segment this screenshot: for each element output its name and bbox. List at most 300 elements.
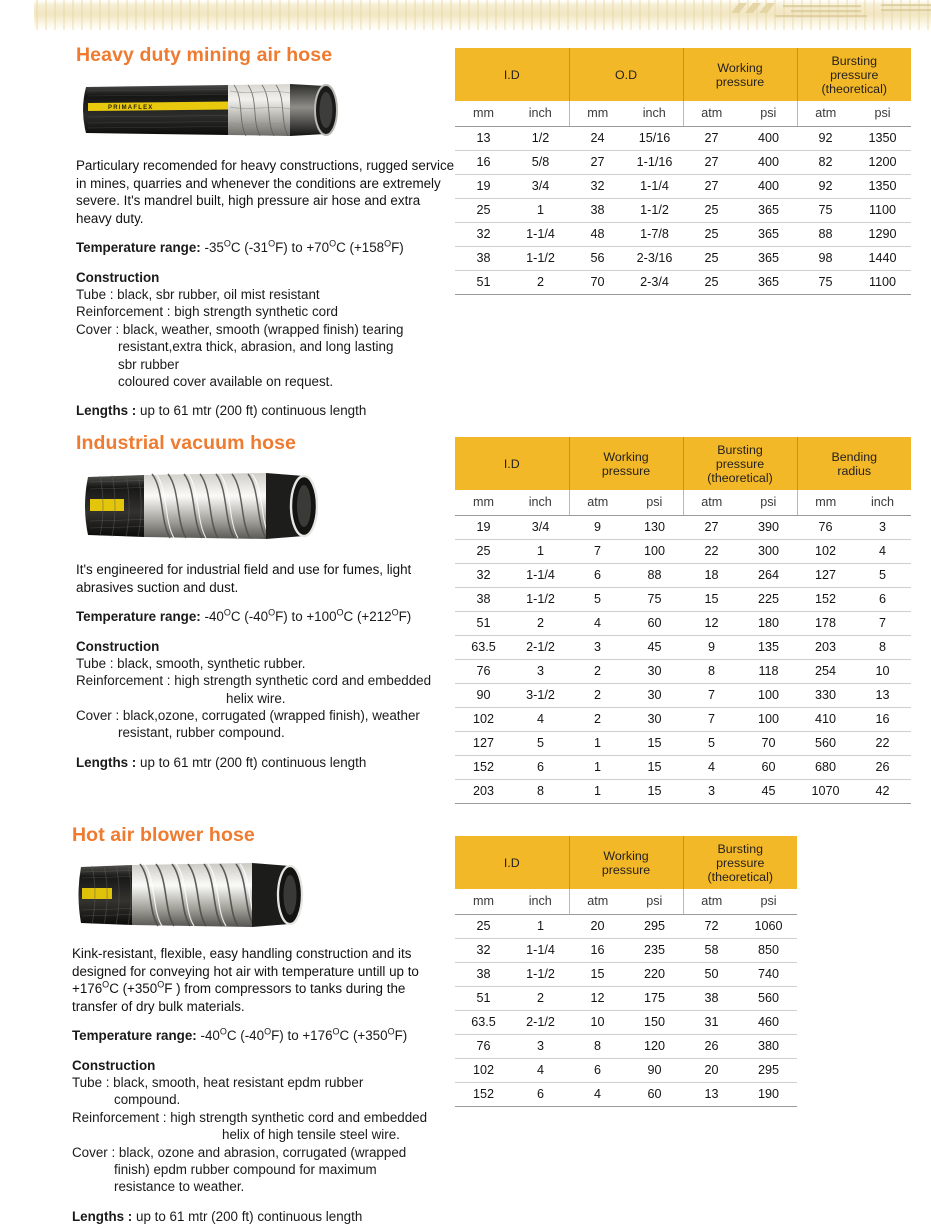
table-cell: 56 (569, 246, 626, 270)
column-group-header: Working pressure (569, 836, 683, 889)
column-group-header: Working pressure (569, 437, 683, 490)
table-row (455, 126, 911, 150)
table-cell: 18 (683, 563, 740, 587)
construction-label-vacuum: Construction (76, 638, 160, 654)
column-unit-header: psi (854, 101, 911, 126)
column-unit-header: inch (512, 101, 569, 126)
table-cell: 50 (683, 962, 740, 986)
table-cell: 60 (740, 755, 797, 779)
table-cell: 19 (455, 515, 512, 539)
table-cell: 19 (455, 174, 512, 198)
table-cell: 400 (740, 174, 797, 198)
table-cell: 3 (512, 1034, 569, 1058)
table-cell: 127 (455, 731, 512, 755)
tube-spec-vacuum: Tube : black, smooth, synthetic rubber. (76, 655, 306, 671)
table-cell: 22 (683, 539, 740, 563)
table-cell: 5/8 (512, 150, 569, 174)
table-cell: 1/2 (512, 126, 569, 150)
table-row (455, 1058, 797, 1082)
table-cell: 2 (569, 659, 626, 683)
table-row (455, 659, 911, 683)
lengths-value: up to 61 mtr (200 ft) continuous length (136, 1208, 363, 1224)
table-cell: 30 (626, 707, 683, 731)
table-cell: 6 (569, 563, 626, 587)
table-cell: 45 (740, 779, 797, 803)
table-body (455, 126, 911, 294)
table-group-header-row (455, 437, 911, 490)
table-cell: 30 (626, 683, 683, 707)
table-cell: 76 (797, 515, 854, 539)
table-cell: 15 (569, 962, 626, 986)
page-title-industrial-vacuum-hose: Industrial vacuum hose (76, 432, 297, 454)
table-row (455, 270, 911, 294)
table-row (455, 914, 797, 938)
table-cell: 25 (455, 539, 512, 563)
table-row (455, 150, 911, 174)
column-unit-header: atm (683, 101, 740, 126)
reinforcement-spec-mining: Reinforcement : bigh strength synthetic cord (76, 304, 338, 320)
table-cell: 6 (569, 1058, 626, 1082)
lengths-mining (76, 402, 456, 420)
table-row (455, 563, 911, 587)
temperature-value: $-40^OC$ $(-40^OF)$ to $+176^OC$ $(+350^OF)$ (200, 1026, 408, 1044)
table-cell: 264 (740, 563, 797, 587)
table-cell: 100 (740, 707, 797, 731)
table-cell: 400 (740, 126, 797, 150)
table-cell: 365 (740, 198, 797, 222)
column-unit-header: mm (569, 101, 626, 126)
table-cell: 25 (455, 914, 512, 938)
table-cell: 75 (797, 198, 854, 222)
table-cell: 225 (740, 587, 797, 611)
table-row (455, 635, 911, 659)
table-cell: 3 (683, 779, 740, 803)
temperature-range-hot-air (72, 1027, 452, 1045)
table-cell: 152 (455, 755, 512, 779)
table-cell: 16 (455, 150, 512, 174)
reinforcement-spec-vacuum-line2: helix wire. (226, 690, 286, 706)
table-cell: 1-1/2 (512, 246, 569, 270)
table-cell: 1-1/4 (512, 222, 569, 246)
column-unit-header: psi (626, 889, 683, 914)
table-cell: 4 (512, 707, 569, 731)
table-row (455, 707, 911, 731)
lengths-vacuum (76, 754, 456, 772)
table-head (455, 437, 911, 515)
table-cell: 22 (854, 731, 911, 755)
table-cell: 1 (512, 198, 569, 222)
table-cell: 365 (740, 222, 797, 246)
description-industrial-vacuum-hose: It's engineered for industrial field and use for fumes, light abrasives suction and dust. (76, 562, 412, 595)
table-cell: 2 (512, 270, 569, 294)
column-unit-header: psi (740, 490, 797, 515)
table-cell: 203 (455, 779, 512, 803)
table-cell: 3 (569, 635, 626, 659)
table-cell: 32 (569, 174, 626, 198)
lengths-label: Lengths : (76, 403, 137, 419)
column-group-header: O.D (569, 48, 683, 101)
table-cell: 26 (854, 755, 911, 779)
cover-spec-mining-line3: sbr rubber (118, 356, 180, 372)
table-row (455, 1010, 797, 1034)
table-cell: 27 (683, 126, 740, 150)
hose-image-industrial-vacuum-hose (82, 465, 456, 547)
table-cell: 32 (455, 938, 512, 962)
temperature-range-industrial-vacuum (76, 608, 456, 626)
table-cell: 90 (626, 1058, 683, 1082)
table-cell: 58 (683, 938, 740, 962)
table-cell: 72 (683, 914, 740, 938)
table-cell: 1070 (797, 779, 854, 803)
table-cell: 254 (797, 659, 854, 683)
lengths-label: Lengths : (72, 1208, 133, 1224)
table-cell: 3-1/2 (512, 683, 569, 707)
table-unit-header-row (455, 101, 911, 126)
column-unit-header: atm (683, 889, 740, 914)
page-title-hot-air-blower-hose: Hot air blower hose (72, 824, 255, 846)
table-cell: 560 (797, 731, 854, 755)
section-industrial-vacuum-hose (76, 432, 456, 771)
table-cell: 3/4 (512, 174, 569, 198)
table-cell: 1 (569, 779, 626, 803)
table-cell: 180 (740, 611, 797, 635)
table-cell: 25 (683, 246, 740, 270)
cover-spec-hot-air: Cover : black, ozone and abrasion, corrugated (wrapped (72, 1144, 407, 1160)
table-cell: 1100 (854, 270, 911, 294)
table-cell: 380 (740, 1034, 797, 1058)
table-unit-header-row (455, 889, 797, 914)
table-cell: 32 (455, 222, 512, 246)
table-cell: 6 (854, 587, 911, 611)
table-cell: 63.5 (455, 635, 512, 659)
table-cell: 12 (569, 986, 626, 1010)
column-unit-header: inch (854, 490, 911, 515)
lengths-value: up to 61 mtr (200 ft) continuous length (140, 403, 367, 419)
column-group-header: Bursting pressure (theoretical) (683, 437, 797, 490)
table-cell: 8 (512, 779, 569, 803)
table-cell: 3/4 (512, 515, 569, 539)
cover-spec-mining: Cover : black, weather, smooth (wrapped finish) tearing (76, 321, 404, 337)
table-cell: 680 (797, 755, 854, 779)
table-cell: 295 (740, 1058, 797, 1082)
table-cell: 9 (683, 635, 740, 659)
table-cell: 3 (512, 659, 569, 683)
table-cell: 4 (569, 1082, 626, 1106)
page-title-mining-air-hose: Heavy duty mining air hose (76, 44, 333, 66)
cover-spec-vacuum-line2: resistant, rubber compound. (118, 725, 285, 741)
column-group-header: I.D (455, 48, 569, 101)
hot-air-blower-hose-table (455, 836, 797, 1107)
table-body (455, 914, 797, 1106)
table-cell: 24 (569, 126, 626, 150)
column-unit-header: mm (455, 101, 512, 126)
table-cell: 70 (740, 731, 797, 755)
table-cell: 75 (626, 587, 683, 611)
temperature-range-mining-air-hose (76, 239, 456, 257)
table-cell: 88 (626, 563, 683, 587)
cover-spec-hot-air-line2: finish) epdm rubber compound for maximum (114, 1162, 377, 1177)
table-row (455, 611, 911, 635)
table-cell: 27 (569, 150, 626, 174)
column-unit-header: atm (569, 490, 626, 515)
table-cell: 1 (512, 914, 569, 938)
hose-image-mining-air-hose (78, 77, 456, 143)
table-cell: 88 (797, 222, 854, 246)
construction-label-hot-air: Construction (72, 1057, 156, 1073)
table-cell: 8 (854, 635, 911, 659)
table-cell: 25 (455, 198, 512, 222)
table-cell: 15 (626, 779, 683, 803)
table-row (455, 1034, 797, 1058)
table-cell: 400 (740, 150, 797, 174)
column-unit-header: psi (740, 101, 797, 126)
table-cell: 130 (626, 515, 683, 539)
table-cell: 38 (455, 587, 512, 611)
table-cell: 38 (569, 198, 626, 222)
table-cell: 10 (854, 659, 911, 683)
banner-left-margin (0, 0, 34, 30)
temperature-label: Temperature range: (72, 1028, 197, 1044)
table-row (455, 755, 911, 779)
table-cell: 178 (797, 611, 854, 635)
description-mining-air-hose: Particulary recomended for heavy constructions, rugged service in mines, quarries and whenever the conditions are extremely severe. It's mandrel built, high pressure air hose and extra heavy duty. (76, 158, 455, 226)
table-cell: 6 (512, 1082, 569, 1106)
tube-spec-hot-air: Tube : black, smooth, heat resistant epdm rubber (72, 1074, 364, 1090)
cover-spec-mining-line4: coloured cover available on request. (118, 374, 334, 389)
table-cell: 220 (626, 962, 683, 986)
table-cell: 1-1/4 (626, 174, 683, 198)
table-cell: 1-1/2 (512, 587, 569, 611)
table-cell: 1-1/4 (512, 563, 569, 587)
cover-spec-vacuum: Cover : black,ozone, corrugated (wrapped finish), weather (76, 708, 420, 723)
lengths-label: Lengths : (76, 754, 137, 770)
section-mining-air-hose (76, 44, 456, 420)
table-cell: 100 (626, 539, 683, 563)
table-cell: 13 (854, 683, 911, 707)
table-cell: 12 (683, 611, 740, 635)
table-cell: 48 (569, 222, 626, 246)
table-cell: 25 (683, 270, 740, 294)
table-cell: 27 (683, 515, 740, 539)
table-row (455, 683, 911, 707)
table-group-header-row (455, 836, 797, 889)
table-cell: 120 (626, 1034, 683, 1058)
table-cell: 190 (740, 1082, 797, 1106)
temperature-value: $-40^OC$ $(-40^OF)$ to $+100^OC$ $(+212^OF)$ (204, 607, 412, 625)
lengths-value: up to 61 mtr (200 ft) continuous length (140, 754, 367, 770)
table-cell: 25 (683, 198, 740, 222)
table-cell: 42 (854, 779, 911, 803)
table-cell: 6 (512, 755, 569, 779)
table-cell: 82 (797, 150, 854, 174)
table-cell: 27 (683, 150, 740, 174)
table-wrap-industrial-vacuum-hose (455, 437, 911, 804)
table-row (455, 587, 911, 611)
table-unit-header-row (455, 490, 911, 515)
column-group-header: Bursting pressure (theoretical) (797, 48, 911, 101)
table-cell: 1-1/2 (626, 198, 683, 222)
page-header-banner (0, 0, 931, 30)
column-group-header: I.D (455, 437, 569, 490)
table-cell: 90 (455, 683, 512, 707)
column-unit-header: inch (512, 490, 569, 515)
table-cell: 1100 (854, 198, 911, 222)
tube-spec-mining: Tube : black, sbr rubber, oil mist resistant (76, 286, 320, 302)
table-cell: 30 (626, 659, 683, 683)
industrial-vacuum-hose-table (455, 437, 911, 804)
table-cell: 365 (740, 246, 797, 270)
table-cell: 1200 (854, 150, 911, 174)
table-cell: 31 (683, 1010, 740, 1034)
svg-text:PRIMAFLEX: PRIMAFLEX (108, 105, 154, 111)
table-cell: 10 (569, 1010, 626, 1034)
table-cell: 7 (683, 707, 740, 731)
table-group-header-row (455, 48, 911, 101)
table-cell: 5 (512, 731, 569, 755)
reinforcement-spec-hot-air: Reinforcement : high strength synthetic cord and embedded (72, 1109, 428, 1125)
column-unit-header: atm (683, 490, 740, 515)
column-unit-header: atm (797, 101, 854, 126)
column-group-header: Bursting pressure (theoretical) (683, 836, 797, 889)
table-cell: 410 (797, 707, 854, 731)
column-group-header: Bending radius (797, 437, 911, 490)
table-cell: 13 (683, 1082, 740, 1106)
table-cell: 63.5 (455, 1010, 512, 1034)
table-cell: 2 (569, 683, 626, 707)
table-row (455, 515, 911, 539)
table-cell: 20 (569, 914, 626, 938)
table-cell: 15 (626, 755, 683, 779)
column-unit-header: mm (797, 490, 854, 515)
table-cell: 2 (569, 707, 626, 731)
table-cell: 38 (683, 986, 740, 1010)
column-unit-header: atm (569, 889, 626, 914)
table-cell: 38 (455, 962, 512, 986)
table-cell: 70 (569, 270, 626, 294)
table-cell: 1350 (854, 174, 911, 198)
table-cell: 2-3/4 (626, 270, 683, 294)
table-cell: 390 (740, 515, 797, 539)
column-unit-header: mm (455, 889, 512, 914)
table-cell: 51 (455, 611, 512, 635)
table-cell: 75 (797, 270, 854, 294)
table-cell: 15 (626, 731, 683, 755)
table-cell: 4 (512, 1058, 569, 1082)
table-cell: 15/16 (626, 126, 683, 150)
column-unit-header: inch (626, 101, 683, 126)
table-cell: 1-1/16 (626, 150, 683, 174)
table-cell: 92 (797, 126, 854, 150)
table-row (455, 222, 911, 246)
column-unit-header: mm (455, 490, 512, 515)
cover-spec-mining-line2: resistant,extra thick, abrasion, and long lasting (118, 339, 394, 355)
table-cell: 150 (626, 1010, 683, 1034)
table-cell: 1-1/4 (512, 938, 569, 962)
table-cell: 5 (683, 731, 740, 755)
table-cell: 5 (854, 563, 911, 587)
table-cell: 295 (626, 914, 683, 938)
column-unit-header: psi (740, 889, 797, 914)
table-cell: 2 (512, 986, 569, 1010)
table-cell: 1290 (854, 222, 911, 246)
table-cell: 203 (797, 635, 854, 659)
table-cell: 100 (740, 683, 797, 707)
table-row (455, 246, 911, 270)
table-cell: 60 (626, 611, 683, 635)
table-cell: 1 (512, 539, 569, 563)
table-head (455, 48, 911, 126)
table-head (455, 836, 797, 914)
table-cell: 98 (797, 246, 854, 270)
table-cell: 1440 (854, 246, 911, 270)
table-cell: 135 (740, 635, 797, 659)
table-cell: 7 (683, 683, 740, 707)
cover-spec-hot-air-line3: resistance to weather. (114, 1179, 245, 1195)
table-cell: 32 (455, 563, 512, 587)
table-cell: 460 (740, 1010, 797, 1034)
table-cell: 76 (455, 1034, 512, 1058)
table-cell: 1-1/2 (512, 962, 569, 986)
table-body (455, 515, 911, 803)
table-cell: 51 (455, 270, 512, 294)
banner-slash-decoration (731, 0, 931, 30)
table-cell: 60 (626, 1082, 683, 1106)
table-cell: 13 (455, 126, 512, 150)
table-cell: 850 (740, 938, 797, 962)
table-cell: 1060 (740, 914, 797, 938)
table-cell: 5 (569, 587, 626, 611)
table-row (455, 986, 797, 1010)
table-cell: 92 (797, 174, 854, 198)
table-cell: 152 (455, 1082, 512, 1106)
table-cell: 127 (797, 563, 854, 587)
table-cell: 26 (683, 1034, 740, 1058)
table-cell: 76 (455, 659, 512, 683)
table-cell: 560 (740, 986, 797, 1010)
table-cell: 330 (797, 683, 854, 707)
lengths-hot-air (72, 1208, 452, 1226)
section-hot-air-blower-hose (72, 824, 452, 1225)
construction-label-mining: Construction (76, 269, 160, 285)
table-cell: 175 (626, 986, 683, 1010)
table-cell: 38 (455, 246, 512, 270)
table-cell: 2-1/2 (512, 1010, 569, 1034)
table-cell: 15 (683, 587, 740, 611)
column-group-header: I.D (455, 836, 569, 889)
table-cell: 365 (740, 270, 797, 294)
table-cell: 8 (569, 1034, 626, 1058)
table-cell: 2-3/16 (626, 246, 683, 270)
table-cell: 20 (683, 1058, 740, 1082)
table-row (455, 962, 797, 986)
table-cell: 45 (626, 635, 683, 659)
table-wrap-hot-air-blower-hose (455, 836, 797, 1107)
table-cell: 4 (569, 611, 626, 635)
table-row (455, 539, 911, 563)
column-unit-header: psi (626, 490, 683, 515)
reinforcement-spec-vacuum: Reinforcement : high strength synthetic cord and embedded (76, 673, 432, 689)
table-cell: 102 (455, 1058, 512, 1082)
table-cell: 7 (569, 539, 626, 563)
table-cell: 27 (683, 174, 740, 198)
column-group-header: Working pressure (683, 48, 797, 101)
table-row (455, 731, 911, 755)
column-unit-header: inch (512, 889, 569, 914)
temperature-label: Temperature range: (76, 609, 201, 625)
table-cell: 7 (854, 611, 911, 635)
table-cell: 1 (569, 755, 626, 779)
table-cell: 9 (569, 515, 626, 539)
